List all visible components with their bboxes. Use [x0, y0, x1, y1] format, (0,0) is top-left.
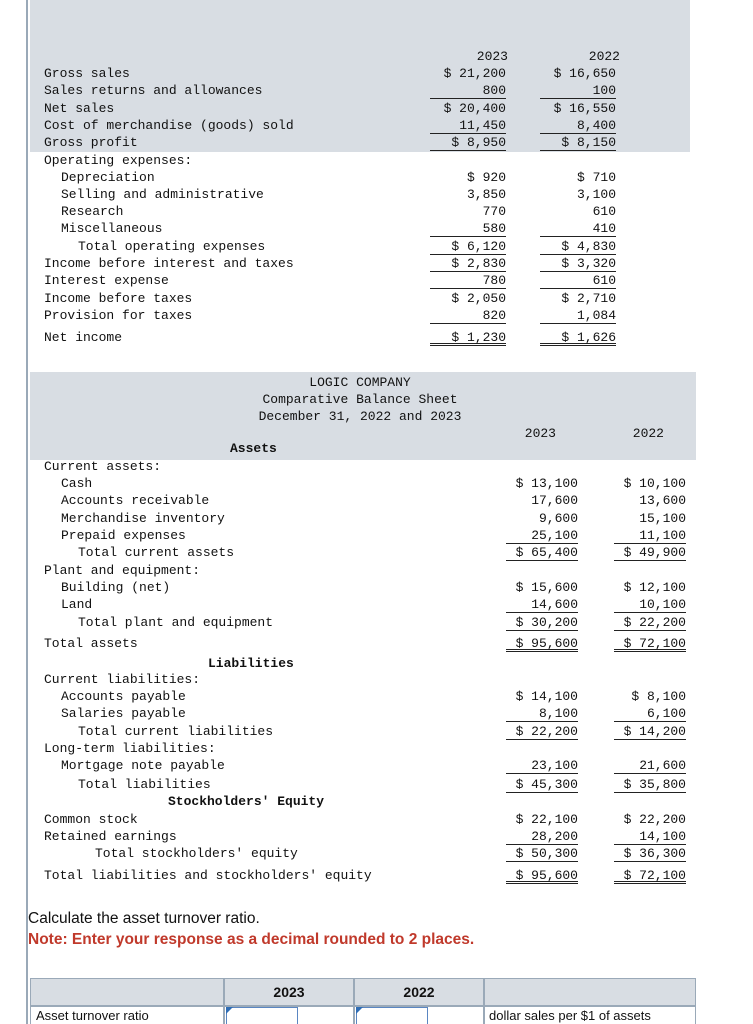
- balance-row-label: Total liabilities and stockholders' equity: [44, 868, 372, 883]
- balance-row-value-2023: 25,100: [506, 527, 578, 544]
- balance-row-value-2022: $ 49,900: [614, 544, 686, 561]
- balance-row-label: Cash: [61, 476, 93, 491]
- income-row-value-2023: 800: [430, 82, 506, 99]
- balance-row-label: Mortgage note payable: [61, 758, 225, 773]
- question-prompt: Calculate the asset turnover ratio.: [28, 910, 260, 927]
- answer-unit-cell: [484, 1006, 696, 1024]
- balance-row-value-2022: $ 14,200: [614, 723, 686, 740]
- balance-row-value-2023: [506, 671, 578, 688]
- asset-turnover-2022-input[interactable]: [356, 1007, 428, 1024]
- income-row-label: Income before taxes: [44, 291, 193, 306]
- balance-row-value-2022: [614, 458, 686, 475]
- income-row-value-2022: 8,400: [540, 117, 616, 134]
- income-row-value-2022: $ 16,550: [553, 101, 616, 116]
- balance-row-value-2022: $ 12,100: [623, 580, 686, 595]
- balance-row-value-2022: 11,100: [614, 527, 686, 544]
- left-border-line: [26, 0, 28, 1024]
- income-row-label: Gross profit: [44, 135, 138, 150]
- balance-row-label: Current assets:: [44, 459, 162, 474]
- balance-col-band: [488, 372, 696, 460]
- balance-row-label: Total current assets: [78, 545, 235, 560]
- balance-row-label: Land: [61, 597, 93, 612]
- balance-row-value-2023: 28,200: [506, 828, 578, 845]
- balance-row-value-2023: $ 50,300: [506, 845, 578, 862]
- income-row-value-2023: $ 2,830: [430, 255, 506, 272]
- income-row-value-2022: 610: [540, 272, 616, 289]
- answer-col-2023: 2023: [273, 984, 305, 1000]
- income-row-value-2023: 770: [482, 204, 506, 219]
- balance-title: Comparative Balance Sheet: [262, 392, 458, 407]
- income-row-label: Net sales: [44, 101, 115, 116]
- income-row-value-2023: [430, 152, 506, 169]
- income-row-value-2022: 1,084: [540, 307, 616, 324]
- balance-row-label: Total liabilities: [78, 777, 211, 792]
- income-row-value-2023: 11,450: [430, 117, 506, 134]
- answer-header-2022: [354, 978, 484, 1006]
- balance-row-value-2022: [614, 562, 686, 579]
- income-row-value-2022: 610: [592, 204, 616, 219]
- answer-unit: dollar sales per $1 of assets: [489, 1008, 651, 1023]
- income-row-label: Miscellaneous: [61, 221, 163, 236]
- income-row-value-2022: $ 8,150: [540, 134, 616, 151]
- balance-row-label: Long-term liabilities:: [44, 741, 216, 756]
- answer-header-label-cell: [30, 978, 224, 1006]
- balance-row-value-2022: [614, 740, 686, 757]
- income-row-value-2023: 580: [430, 220, 506, 237]
- income-row-label: Income before interest and taxes: [44, 256, 294, 271]
- income-row-value-2022: $ 16,650: [553, 66, 616, 81]
- answer-col-2022: 2022: [403, 984, 435, 1000]
- balance-row-value-2023: 8,100: [506, 705, 578, 722]
- income-row-value-2023: 780: [430, 272, 506, 289]
- balance-row-label: Current liabilities:: [44, 672, 201, 687]
- income-row-value-2022: 3,100: [576, 187, 616, 202]
- balance-row-label: Prepaid expenses: [61, 528, 186, 543]
- income-row-label: Total operating expenses: [78, 239, 266, 254]
- balance-period: December 31, 2022 and 2023: [258, 409, 462, 424]
- balance-row-value-2022: 10,100: [614, 596, 686, 613]
- balance-row-value-2023: $ 22,200: [506, 723, 578, 740]
- balance-row-label: Total assets: [44, 636, 138, 651]
- balance-row-value-2023: 14,600: [506, 596, 578, 613]
- income-row-value-2022: $ 710: [576, 170, 616, 185]
- income-row-value-2023: $ 20,400: [443, 101, 506, 116]
- balance-row-label: Total current liabilities: [78, 724, 274, 739]
- balance-row-value-2023: $ 45,300: [506, 776, 578, 793]
- income-row-label: Depreciation: [61, 170, 155, 185]
- balance-row-value-2023: [506, 458, 578, 475]
- balance-row-value-2023: 17,600: [531, 493, 578, 508]
- balance-row-label: Retained earnings: [44, 829, 177, 844]
- income-row-value-2022: [540, 152, 616, 169]
- balance-row-label: Accounts receivable: [61, 493, 210, 508]
- balance-row-value-2023: 9,600: [538, 511, 578, 526]
- balance-row-label: Total stockholders' equity: [95, 846, 298, 861]
- income-row-value-2022: $ 2,710: [561, 291, 616, 306]
- assets-heading: Assets: [230, 441, 277, 456]
- balance-row-value-2023: $ 65,400: [506, 544, 578, 561]
- balance-row-value-2022: $ 22,200: [623, 812, 686, 827]
- balance-row-label: Accounts payable: [61, 689, 186, 704]
- balance-row-value-2023: $ 95,600: [506, 635, 578, 652]
- income-row-label: Net income: [44, 330, 123, 345]
- answer-table: [30, 978, 696, 1024]
- asset-turnover-2023-input[interactable]: [226, 1007, 298, 1024]
- income-row-label: Selling and administrative: [61, 187, 264, 202]
- balance-row-value-2023: $ 15,600: [515, 580, 578, 595]
- balance-row-label: Salaries payable: [61, 706, 186, 721]
- balance-row-value-2022: $ 72,100: [614, 867, 686, 884]
- balance-row-value-2023: $ 22,100: [515, 812, 578, 827]
- income-row-value-2022: 100: [540, 82, 616, 99]
- income-row-value-2023: $ 2,050: [451, 291, 506, 306]
- answer-header-2023: [224, 978, 354, 1006]
- balance-row-value-2022: [614, 671, 686, 688]
- balance-row-value-2023: [506, 562, 578, 579]
- income-row-value-2023: $ 6,120: [430, 238, 506, 255]
- question-note: Note: Enter your response as a decimal rounded to 2 places.: [28, 931, 475, 948]
- balance-row-value-2023: $ 13,100: [515, 476, 578, 491]
- income-row-label: Interest expense: [44, 273, 169, 288]
- balance-row-value-2022: 21,600: [614, 757, 686, 774]
- equity-heading: Stockholders' Equity: [168, 794, 325, 809]
- balance-row-value-2022: $ 36,300: [614, 845, 686, 862]
- income-row-value-2023: $ 8,950: [430, 134, 506, 151]
- income-row-value-2022: 410: [540, 220, 616, 237]
- asset-turnover-label: Asset turnover ratio: [36, 1008, 149, 1023]
- balance-row-value-2022: $ 72,100: [614, 635, 686, 652]
- income-row-label: Research: [61, 204, 124, 219]
- income-col-2022: 2022: [588, 49, 620, 64]
- income-row-value-2023: $ 21,200: [443, 66, 506, 81]
- income-row-value-2023: 3,850: [466, 187, 506, 202]
- income-row-value-2023: 820: [430, 307, 506, 324]
- balance-row-label: Common stock: [44, 812, 138, 827]
- question-block: [28, 908, 474, 950]
- income-row-value-2022: $ 3,320: [540, 255, 616, 272]
- balance-col-2023: 2023: [524, 426, 556, 441]
- balance-row-label: Plant and equipment:: [44, 563, 201, 578]
- balance-row-label: Total plant and equipment: [78, 615, 274, 630]
- balance-row-value-2022: $ 35,800: [614, 776, 686, 793]
- balance-row-value-2023: $ 14,100: [515, 689, 578, 704]
- income-row-label: Sales returns and allowances: [44, 83, 263, 98]
- income-row-value-2022: $ 4,830: [540, 238, 616, 255]
- balance-row-value-2023: $ 95,600: [506, 867, 578, 884]
- balance-row-value-2022: 14,100: [614, 828, 686, 845]
- income-row-value-2023: $ 1,230: [430, 329, 506, 346]
- income-row-value-2022: $ 1,626: [540, 329, 616, 346]
- income-row-label: Gross sales: [44, 66, 130, 81]
- balance-row-value-2023: [506, 740, 578, 757]
- income-row-value-2023: $ 920: [466, 170, 506, 185]
- balance-row-value-2023: $ 30,200: [506, 614, 578, 631]
- answer-row-label: [30, 1006, 224, 1024]
- balance-row-value-2023: 23,100: [506, 757, 578, 774]
- balance-col-2022: 2022: [632, 426, 664, 441]
- balance-sheet: [30, 372, 696, 892]
- liabilities-heading: Liabilities: [208, 656, 294, 671]
- income-row-label: Operating expenses:: [44, 153, 193, 168]
- balance-row-value-2022: 13,600: [639, 493, 686, 508]
- balance-row-value-2022: $ 22,200: [614, 614, 686, 631]
- balance-row-label: Building (net): [61, 580, 171, 595]
- balance-row-value-2022: 15,100: [639, 511, 686, 526]
- income-row-label: Provision for taxes: [44, 308, 193, 323]
- balance-company-name: LOGIC COMPANY: [309, 375, 411, 390]
- income-row-label: Cost of merchandise (goods) sold: [44, 118, 294, 133]
- answer-header-unit-cell: [484, 978, 696, 1006]
- income-statement: [30, 0, 690, 355]
- balance-row-value-2022: $ 8,100: [631, 689, 686, 704]
- balance-row-value-2022: 6,100: [614, 705, 686, 722]
- income-col-2023: 2023: [476, 49, 508, 64]
- balance-row-label: Merchandise inventory: [61, 511, 225, 526]
- balance-row-value-2022: $ 10,100: [623, 476, 686, 491]
